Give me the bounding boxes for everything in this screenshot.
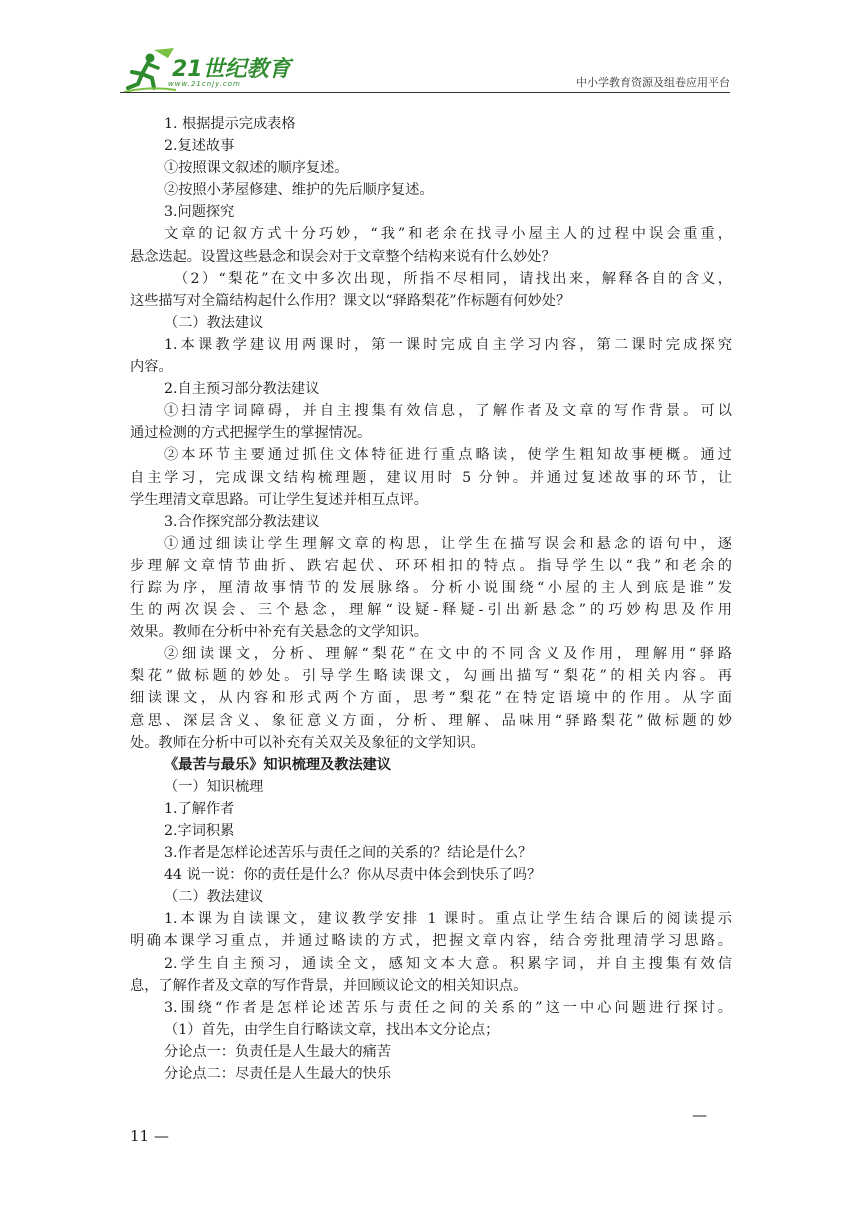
text-line: 1.本课为自读课文，建议教学安排 1 课时。重点让学生结合课后的阅读提示 bbox=[164, 911, 732, 928]
text-line: 内容。 bbox=[130, 359, 173, 376]
text-line: 通过检测的方式把握学生的掌握情况。 bbox=[130, 425, 372, 442]
text-line: 步理解文章情节曲折、跌宕起伏、环环相扣的特点。指导学生以“我”和老余的 bbox=[130, 557, 732, 574]
platform-name: 中小学教育资源及组卷应用平台 bbox=[576, 76, 730, 89]
text-line: 明确本课学习重点，并通过略读的方式，把握文章内容，结合旁批理清学习思路。 bbox=[130, 933, 732, 950]
text-line: 分论点一：负责任是人生最大的痛苦 bbox=[164, 1043, 392, 1060]
text-line: 自主学习，完成课文结构梳理题，建议用时 5 分钟。并通过复述故事的环节，让 bbox=[130, 469, 732, 486]
section-heading: 《最苦与最乐》知识梳理及教法建议 bbox=[164, 756, 392, 773]
text-line: 1.了解作者 bbox=[164, 800, 235, 817]
text-line: 息，了解作者及文章的写作背景，并回顾议论文的相关知识点。 bbox=[130, 977, 528, 994]
text-line: 44 说一说：你的责任是什么？你从尽责中体会到快乐了吗？ bbox=[164, 867, 542, 884]
text-line: 行踪为序，厘清故事情节的发展脉络。分析小说围绕“小屋的主人到底是谁”发 bbox=[130, 579, 732, 596]
text-line: 学生理清文章思路。可让学生复述并相互点评。 bbox=[130, 491, 428, 508]
text-line: 效果。教师在分析中补充有关悬念的文学知识。 bbox=[130, 624, 428, 641]
text-line: 梨花”做标题的妙处。引导学生略读课文，勾画出描写“梨花”的相关内容。再 bbox=[130, 668, 732, 685]
page-number: 11 — bbox=[130, 1127, 169, 1145]
text-line: 悬念迭起。设置这些悬念和误会对于文章整个结构来说有什么妙处？ bbox=[130, 248, 556, 265]
text-line: ①按照课文叙述的顺序复述。 bbox=[164, 160, 349, 177]
text-line: 1.本课教学建议用两课时，第一课时完成自主学习内容，第二课时完成探究 bbox=[164, 336, 732, 353]
text-line: ①通过细读让学生理解文章的构思，让学生在描写误会和悬念的语句中，逐 bbox=[164, 535, 732, 552]
text-line: 3.围绕“作者是怎样论述苦乐与责任之间的关系的”这一中心问题进行探讨。 bbox=[164, 999, 732, 1016]
text-line: 文章的记叙方式十分巧妙，“我”和老余在找寻小屋主人的过程中误会重重， bbox=[164, 226, 732, 243]
text-line: （2）“梨花”在文中多次出现，所指不尽相同，请找出来，解释各自的含义， bbox=[174, 270, 732, 287]
logo bbox=[124, 48, 294, 94]
text-line: 2.自主预习部分教法建议 bbox=[164, 381, 320, 398]
page-header bbox=[120, 44, 730, 96]
text-line: （二）教法建议 bbox=[164, 314, 264, 331]
text-line: （1）首先，由学生自行略读文章，找出本文分论点； bbox=[164, 1021, 500, 1038]
text-line: ①扫清字词障碍，并自主搜集有效信息，了解作者及文章的写作背景。可以 bbox=[164, 403, 732, 420]
text-line: 3.合作探究部分教法建议 bbox=[164, 513, 320, 530]
text-line: 分论点二：尽责任是人生最大的快乐 bbox=[164, 1066, 392, 1083]
logo-url: www.21cnjy.com bbox=[168, 80, 241, 88]
text-line: 2.复述故事 bbox=[164, 138, 235, 155]
text-line: 这些描写对全篇结构起什么作用？课文以“驿路梨花”作标题有何妙处？ bbox=[130, 292, 571, 309]
text-line: ②本环节主要通过抓住文体特征进行重点略读，使学生粗知故事梗概。通过 bbox=[164, 447, 732, 464]
text-line: 2.学生自主预习，通读全文，感知文本大意。积累字词，并自主搜集有效信 bbox=[164, 955, 732, 972]
text-line: 细读课文，从内容和形式两个方面，思考“梨花”在特定语境中的作用。从字面 bbox=[130, 690, 732, 707]
text-line: 3.问题探究 bbox=[164, 204, 235, 221]
text-line: 意思、深层含义、象征意义方面，分析、理解、品味用“驿路梨花”做标题的妙 bbox=[130, 712, 732, 729]
text-line: 3.作者是怎样论述苦乐与责任之间的关系的？结论是什么？ bbox=[164, 845, 533, 862]
header-divider bbox=[120, 92, 730, 93]
text-line: ②细读课文，分析、理解“梨花”在文中的不同含义及作用，理解用“驿路 bbox=[164, 646, 732, 663]
text-line: （一）知识梳理 bbox=[164, 778, 264, 795]
text-line: 2.字词积累 bbox=[164, 823, 235, 839]
document-body bbox=[130, 113, 732, 1085]
text-line: ②按照小茅屋修建、维护的先后顺序复述。 bbox=[164, 182, 434, 199]
text-line: 处。教师在分析中可以补充有关双关及象征的文学知识。 bbox=[130, 734, 485, 751]
text-line: 1. 根据提示完成表格 bbox=[164, 116, 296, 132]
text-line: 生的两次误会、三个悬念，理解“设疑-释疑-引出新悬念”的巧妙构思及作用 bbox=[130, 602, 732, 619]
footer-dash: — bbox=[692, 1106, 707, 1124]
logo-text: 21世纪教育 bbox=[172, 57, 291, 82]
text-line: （二）教法建议 bbox=[164, 889, 264, 906]
